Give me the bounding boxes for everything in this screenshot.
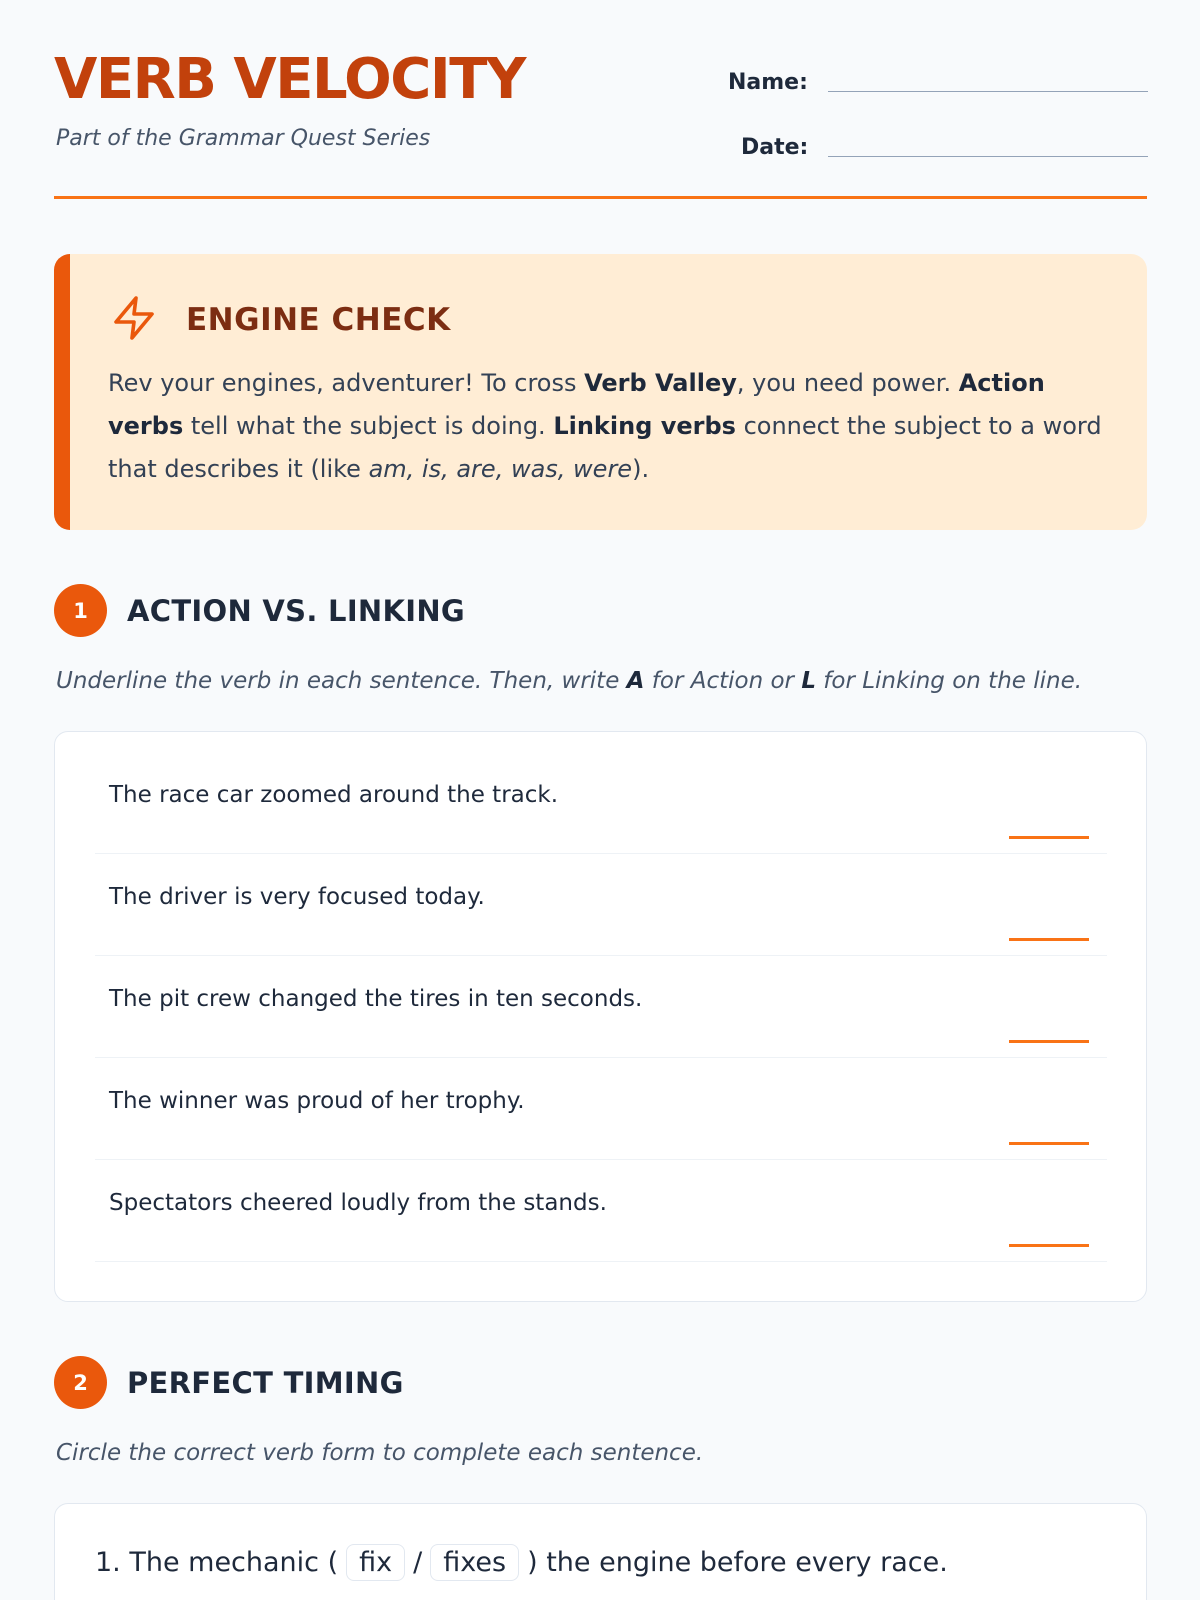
answer-blank[interactable]	[1009, 1142, 1089, 1145]
section-1-number: 1	[54, 584, 107, 637]
list-item	[95, 956, 1107, 1058]
worksheet-subtitle: Part of the Grammar Quest Series	[56, 126, 431, 151]
sentence-text: The race car zoomed around the track.	[109, 782, 559, 808]
list-item	[95, 752, 1107, 854]
sentence-text: The pit crew changed the tires in ten seconds.	[109, 986, 643, 1012]
worksheet-header	[54, 0, 1147, 200]
sentence-text: Spectators cheered loudly from the stands.	[109, 1190, 607, 1216]
section-2-number: 2	[54, 1356, 107, 1409]
worksheet-title: VERB VELOCITY	[54, 47, 525, 112]
header-divider	[54, 196, 1147, 199]
section-2-instruction: Circle the correct verb form to complete each sentence.	[56, 1440, 704, 1466]
term-verb-valley: Verb Valley	[584, 369, 737, 397]
engine-check-text: Rev your engines, adventurer! To cross Verb Valley, you need power. Action verbs tell what the subject is doing. Linking verbs connect the subject to a word that describes it (like am, is, are, was, were).	[108, 369, 1102, 483]
section-1-instruction: Underline the verb in each sentence. Then, write A for Action or L for Linking on the line.	[56, 668, 1083, 694]
answer-blank[interactable]	[1009, 938, 1089, 941]
section-2-card	[54, 1503, 1147, 1600]
answer-blank[interactable]	[1009, 1040, 1089, 1043]
choice-fixes[interactable]: fixes	[430, 1544, 519, 1581]
linking-verb-examples: am, is, are, was, were	[368, 455, 633, 483]
list-item	[95, 1058, 1107, 1160]
question-1: 1. The mechanic ( fix / fixes ) the engine before every race.	[95, 1544, 948, 1581]
section-1-title: ACTION VS. LINKING	[127, 594, 466, 628]
choice-fix[interactable]: fix	[346, 1544, 405, 1581]
lightning-bolt-icon	[110, 294, 158, 342]
section-2-title: PERFECT TIMING	[127, 1366, 404, 1400]
term-action-verbs: Action verbs	[108, 369, 1045, 440]
engine-check-callout	[54, 254, 1147, 530]
term-linking-verbs: Linking verbs	[553, 412, 736, 440]
name-line[interactable]	[828, 91, 1148, 92]
sentence-text: The winner was proud of her trophy.	[109, 1088, 525, 1114]
engine-check-title: ENGINE CHECK	[186, 302, 451, 338]
date-label: Date:	[741, 135, 809, 160]
answer-blank[interactable]	[1009, 1244, 1089, 1247]
answer-blank[interactable]	[1009, 836, 1089, 839]
sentence-text: The driver is very focused today.	[109, 884, 485, 910]
date-line[interactable]	[828, 156, 1148, 157]
list-item	[95, 854, 1107, 956]
name-label: Name:	[728, 70, 808, 95]
section-1-card	[54, 731, 1147, 1302]
list-item	[95, 1160, 1107, 1262]
